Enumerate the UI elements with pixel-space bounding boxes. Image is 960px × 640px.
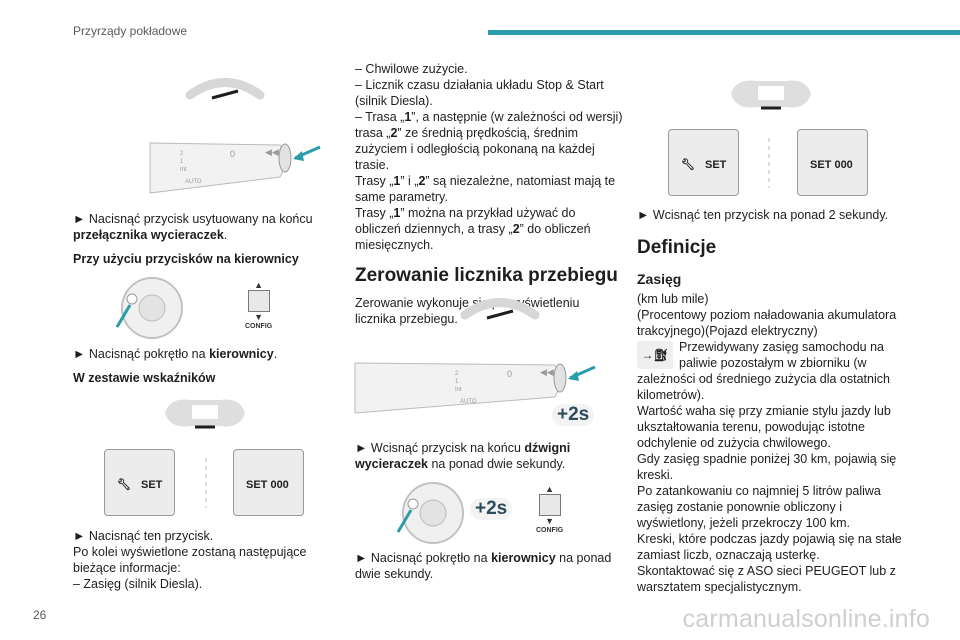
instruction-text: ► Nacisnąć przycisk usytuowany na końcu [73, 212, 313, 226]
reset-description: Zerowanie wykonuje się po wyświetleniu licznika przebiegu. [355, 296, 580, 326]
instruction-text: na ponad dwie sekundy. [427, 457, 566, 471]
wrench-icon: 🔧︎ [117, 479, 131, 491]
svg-text:0: 0 [507, 369, 513, 379]
trips-independent-text [355, 173, 623, 205]
svg-text:2: 2 [455, 371, 459, 377]
text-fragment: Trasy „ [355, 174, 394, 188]
set-button[interactable] [668, 129, 739, 196]
hold-2s-badge: +2s [552, 404, 594, 426]
text-fragment: ” i „ [400, 174, 419, 188]
watermark: carmanualsonline.info [682, 605, 930, 633]
svg-text:AUTO: AUTO [185, 179, 202, 185]
dashed-divider [204, 458, 208, 508]
svg-text:0: 0 [230, 149, 236, 159]
instruction-emph: dźwigni wycieraczek [355, 441, 571, 471]
subheading-instrument-panel: W zestawie wskaźników [73, 371, 216, 385]
trips-usage-text [355, 205, 623, 253]
config-button[interactable] [539, 494, 561, 516]
page-header-title: Przyrządy pokładowe [73, 24, 188, 38]
battery-note: (Procentowy poziom naładowania akumulatora trakcyjnego)(Pojazd elektryczny) [637, 308, 897, 338]
instruction-text: na ponad dwie sekundy. [355, 551, 612, 581]
paragraph: Skontaktować się z ASO sieci PEUGEOT lub z warsztatem specjalistycznym. [637, 564, 896, 594]
svg-text:Int: Int [180, 167, 187, 173]
set-button-label: SET [141, 479, 163, 491]
text-fragment: Trasy „ [355, 206, 394, 220]
paragraph: Po zatankowaniu co najmniej 5 litrów paliwa zasięg zostanie ponownie obliczony i wyświetlony, jeżeli przekroczy 100 km. [637, 484, 881, 530]
unit-note: (km lub mile) [637, 292, 709, 306]
wrench-icon: 🔧︎ [681, 159, 695, 171]
wiper-stalk-illustration [425, 295, 605, 415]
wiper-stalk-illustration [150, 75, 330, 195]
config-control [536, 484, 563, 534]
svg-text:Int: Int [455, 387, 462, 393]
paragraph: Wartość waha się przy zmianie stylu jazdy lub ukształtowania terenu, powodując istotne odchylenie od zużycia chwilowego. [637, 404, 891, 450]
trip-number: 1 [404, 110, 412, 124]
text-fragment: – Trasa „ [355, 110, 405, 124]
dashed-divider [767, 138, 771, 188]
info-sequence-text: Po kolei wyświetlone zostaną następujące bieżące informacje: [73, 545, 307, 575]
set-button[interactable] [104, 449, 175, 516]
steering-wheel-illustration [112, 277, 192, 339]
config-label: CONFIG [536, 527, 564, 534]
up-arrow-icon: ▲ [545, 484, 555, 494]
text-fragment: ” są niezależne, natomiast mają te same parametry. [355, 174, 616, 204]
set-button-label: SET [705, 159, 727, 171]
paragraph: Kreski, które podczas jazdy pojawią się na stałe zamiast liczb, oznaczają usterkę. [637, 532, 902, 562]
trip-number: 2 [418, 174, 426, 188]
instruction-hold-button: ► Wcisnąć ten przycisk na ponad 2 sekundy. [637, 208, 889, 222]
instruction-text: ► Nacisnąć pokrętło na [73, 347, 210, 361]
fuel-range-icon: →⛽︎ [637, 341, 673, 369]
section-heading-reset: Zerowanie licznika przebiegu [355, 265, 618, 286]
trip-number: 1 [393, 174, 401, 188]
up-arrow-icon: ▲ [254, 280, 264, 290]
text-fragment: ” można na przykład używać do obliczeń dziennych, a trasy „ [355, 206, 576, 236]
subheading-range: Zasięg [637, 271, 682, 287]
instruction-press-button: ► Nacisnąć ten przycisk. [73, 529, 214, 543]
subheading-steering-buttons: Przy użyciu przycisków na kierownicy [73, 252, 299, 266]
instruction-text: ► Nacisnąć pokrętło na [355, 551, 492, 565]
svg-text:AUTO: AUTO [460, 399, 477, 405]
instruction-emph: przełącznika wycieraczek [73, 228, 224, 242]
list-item: – Zasięg (silnik Diesla). [73, 577, 203, 591]
range-description-text: Przewidywany zasięg samochodu na paliwie pozostałym w zbiorniku (w zależności od średniego zużycia dla ostatnich kilometrów). [637, 340, 890, 402]
svg-text:◀◀: ◀◀ [265, 147, 279, 157]
config-control [245, 280, 272, 330]
instrument-cluster-icon [726, 76, 816, 112]
paragraph: Gdy zasięg spadnie poniżej 30 km, pojawią się kreski. [637, 452, 897, 482]
set-000-button-label: SET 000 [246, 479, 289, 491]
instrument-cluster-icon [160, 395, 250, 431]
svg-text:◀◀: ◀◀ [540, 367, 554, 377]
instruction-press-dial [73, 346, 323, 362]
page-number: 26 [33, 608, 47, 622]
range-description [637, 339, 907, 403]
svg-text:1: 1 [455, 379, 459, 385]
instruction-text: . [223, 228, 228, 242]
instruction-hold-dial [355, 550, 623, 582]
hold-2s-badge: +2s [470, 498, 512, 520]
section-heading-definitions: Definicje [637, 237, 717, 258]
svg-text:1: 1 [180, 159, 184, 165]
trip-number: 2 [512, 222, 520, 236]
list-item-trip [355, 109, 623, 173]
instruction-text: ► Wcisnąć przycisk na końcu [355, 441, 525, 455]
list-item: – Chwilowe zużycie. [355, 62, 468, 76]
text-fragment: ”, a następnie (w zależności od wersji) trasa „ [355, 110, 623, 140]
list-item: – Licznik czasu działania układu Stop & Start (silnik Diesla). [355, 78, 604, 108]
text-fragment: ” ze średnią prędkością, średnim zużyciem i odległością pokonaną na każdej trasie. [355, 126, 595, 172]
trip-number: 2 [390, 126, 398, 140]
instruction-emph: kierownicy [209, 347, 274, 361]
svg-text:2: 2 [180, 151, 184, 157]
instruction-emph: kierownicy [491, 551, 556, 565]
text-fragment: ” do obliczeń miesięcznych. [355, 222, 591, 252]
instruction-press-wiper-end [73, 211, 323, 243]
config-button[interactable] [248, 290, 270, 312]
config-label: CONFIG [245, 323, 273, 330]
instruction-text: . [273, 347, 278, 361]
set-000-button[interactable] [233, 449, 304, 516]
down-arrow-icon: ▼ [545, 516, 555, 526]
steering-wheel-illustration [393, 482, 473, 544]
header-accent-bar [488, 30, 960, 35]
down-arrow-icon: ▼ [254, 312, 264, 322]
instruction-hold-wiper-end [355, 440, 623, 472]
set-000-button-label: SET 000 [810, 159, 853, 171]
set-000-button[interactable] [797, 129, 868, 196]
trip-number: 1 [393, 206, 401, 220]
